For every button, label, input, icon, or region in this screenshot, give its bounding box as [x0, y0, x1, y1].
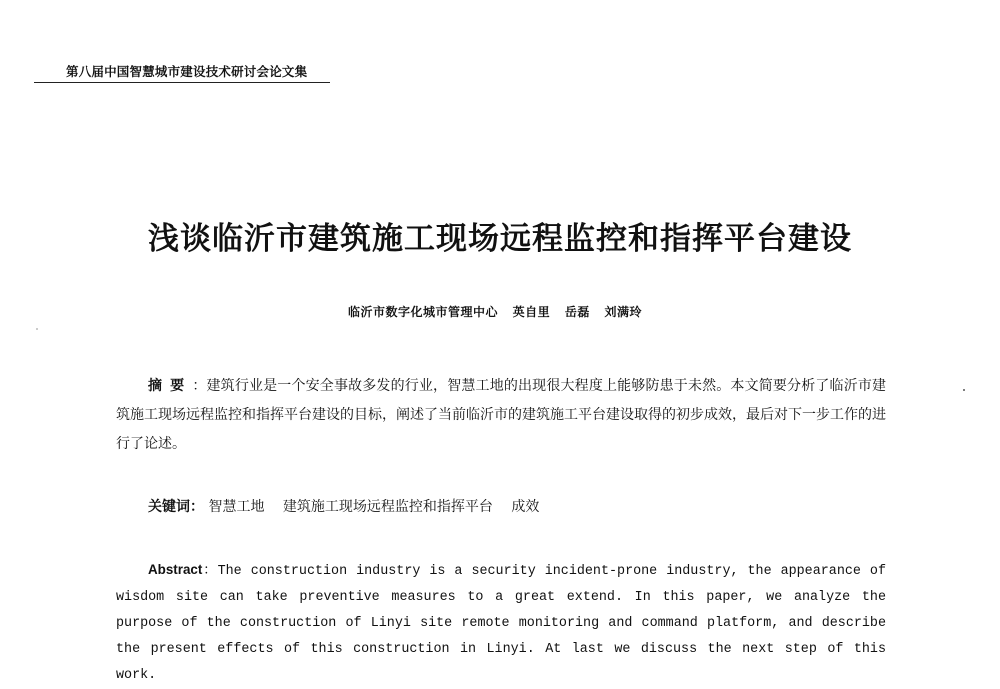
- paper-title: 浅谈临沂市建筑施工现场远程监控和指挥平台建设: [148, 221, 852, 257]
- author-name: 岳磊: [564, 305, 590, 319]
- abstract-english: [116, 557, 886, 689]
- running-header: 第八届中国智慧城市建设技术研讨会论文集: [66, 64, 308, 79]
- abstract-en-text: The construction industry is a security incident-prone industry, the appearance of wisdom site can take preventive measures to a great extend. In this paper, we analyze the purpose of the construction of Linyi site remote monitoring and command platform, and describe the present effects of this construction in Linyi. At last we discuss the next step of this work.: [116, 564, 886, 683]
- scan-speck: [963, 389, 965, 391]
- abstract-cn-colon: ：: [192, 378, 207, 394]
- keyword: 成效: [511, 499, 540, 515]
- scan-speck: [36, 328, 38, 330]
- author-line: [0, 303, 1000, 320]
- keywords-label: 关键词：: [148, 499, 204, 515]
- keywords: [148, 496, 553, 516]
- keyword: 智慧工地: [208, 499, 265, 515]
- keyword: 建筑施工现场远程监控和指挥平台: [282, 499, 493, 515]
- author-institution: 临沂市数字化城市管理中心: [347, 305, 498, 319]
- abstract-chinese: [116, 372, 886, 459]
- abstract-cn-text: 建筑行业是一个安全事故多发的行业，智慧工地的出现很大程度上能够防患于未然。本文简要分析了临沂市建筑施工现场远程监控和指挥平台建设的目标，阐述了当前临沂市的建筑施工平台建设取得的初步成效，最后对下一步工作的进行了论述。: [116, 378, 887, 452]
- abstract-en-colon: ：: [202, 564, 218, 579]
- abstract-en-label: Abstract: [148, 562, 203, 577]
- header-rule: [34, 82, 330, 83]
- abstract-cn-label: 摘要: [148, 378, 193, 394]
- author-name: 英自里: [512, 305, 551, 319]
- author-name: 刘满玲: [604, 305, 643, 319]
